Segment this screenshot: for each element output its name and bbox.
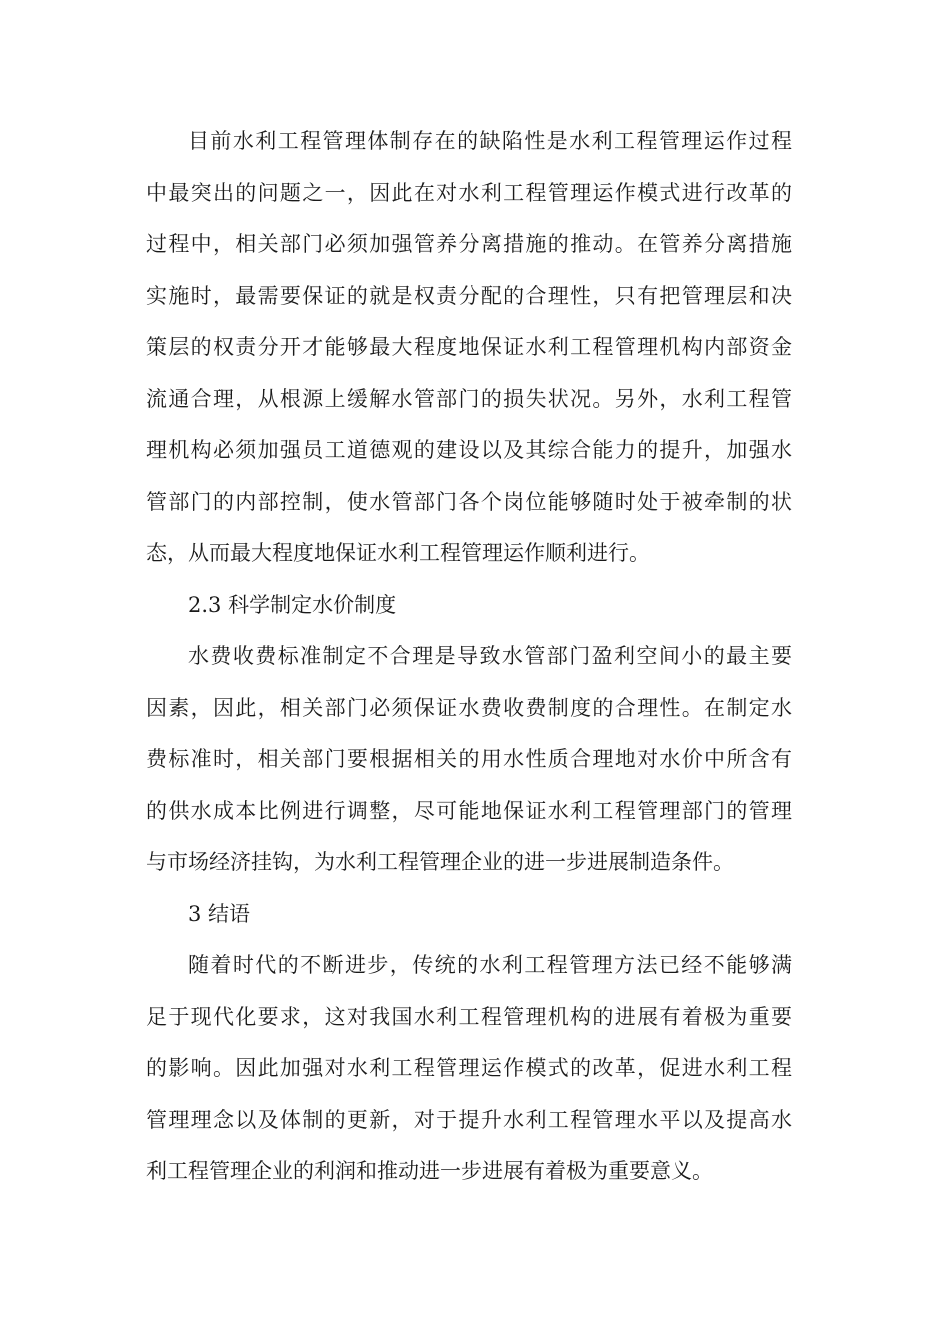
text-line: 理机构必须加强员工道德观的建设以及其综合能力的提升，加强水 bbox=[146, 438, 792, 462]
text-line: 管部门的内部控制，使水管部门各个岗位能够随时处于被牵制的状 bbox=[146, 489, 792, 514]
text-line: 目前水利工程管理体制存在的缺陷性是水利工程管理运作过程 bbox=[188, 129, 792, 153]
body-paragraph bbox=[146, 116, 792, 580]
text-line: 与市场经济挂钩，为水利工程管理企业的进一步进展制造条件。 bbox=[146, 850, 734, 874]
heading-text: 3 结语 bbox=[188, 901, 251, 926]
text-line: 管理理念以及体制的更新，对于提升水利工程管理水平以及提高水 bbox=[146, 1107, 792, 1132]
text-line: 的影响。因此加强对水利工程管理运作模式的改革，促进水利工程 bbox=[146, 1056, 792, 1080]
text-line: 足于现代化要求，这对我国水利工程管理机构的进展有着极为重要 bbox=[146, 1004, 792, 1029]
text-line: 的供水成本比例进行调整，尽可能地保证水利工程管理部门的管理 bbox=[146, 798, 792, 823]
text-line: 策层的权责分开才能够最大程度地保证水利工程管理机构内部资金 bbox=[146, 335, 792, 359]
text-line: 实施时，最需要保证的就是权责分配的合理性，只有把管理层和决 bbox=[146, 283, 792, 308]
section-heading bbox=[146, 580, 792, 632]
text-line: 中最突出的问题之一，因此在对水利工程管理运作模式进行改革的 bbox=[146, 180, 792, 205]
body-paragraph bbox=[146, 940, 792, 1198]
text-line: 费标准时，相关部门要根据相关的用水性质合理地对水价中所含有 bbox=[146, 747, 792, 771]
text-line: 过程中，相关部门必须加强管养分离措施的推动。在管养分离措施 bbox=[146, 232, 792, 256]
text-line: 利工程管理企业的利润和推动进一步进展有着极为重要意义。 bbox=[146, 1159, 713, 1183]
text-line: 随着时代的不断进步，传统的水利工程管理方法已经不能够满 bbox=[188, 953, 792, 977]
text-line: 因素，因此，相关部门必须保证水费收费制度的合理性。在制定水 bbox=[146, 695, 792, 720]
text-line: 态，从而最大程度地保证水利工程管理运作顺利进行。 bbox=[146, 541, 650, 565]
text-line: 流通合理，从根源上缓解水管部门的损失状况。另外，水利工程管 bbox=[146, 386, 792, 411]
body-paragraph bbox=[146, 631, 792, 889]
document-body bbox=[146, 116, 792, 1198]
text-line: 水费收费标准制定不合理是导致水管部门盈利空间小的最主要 bbox=[188, 644, 792, 668]
heading-text: 2.3 科学制定水价制度 bbox=[188, 592, 397, 617]
section-heading bbox=[146, 889, 792, 941]
